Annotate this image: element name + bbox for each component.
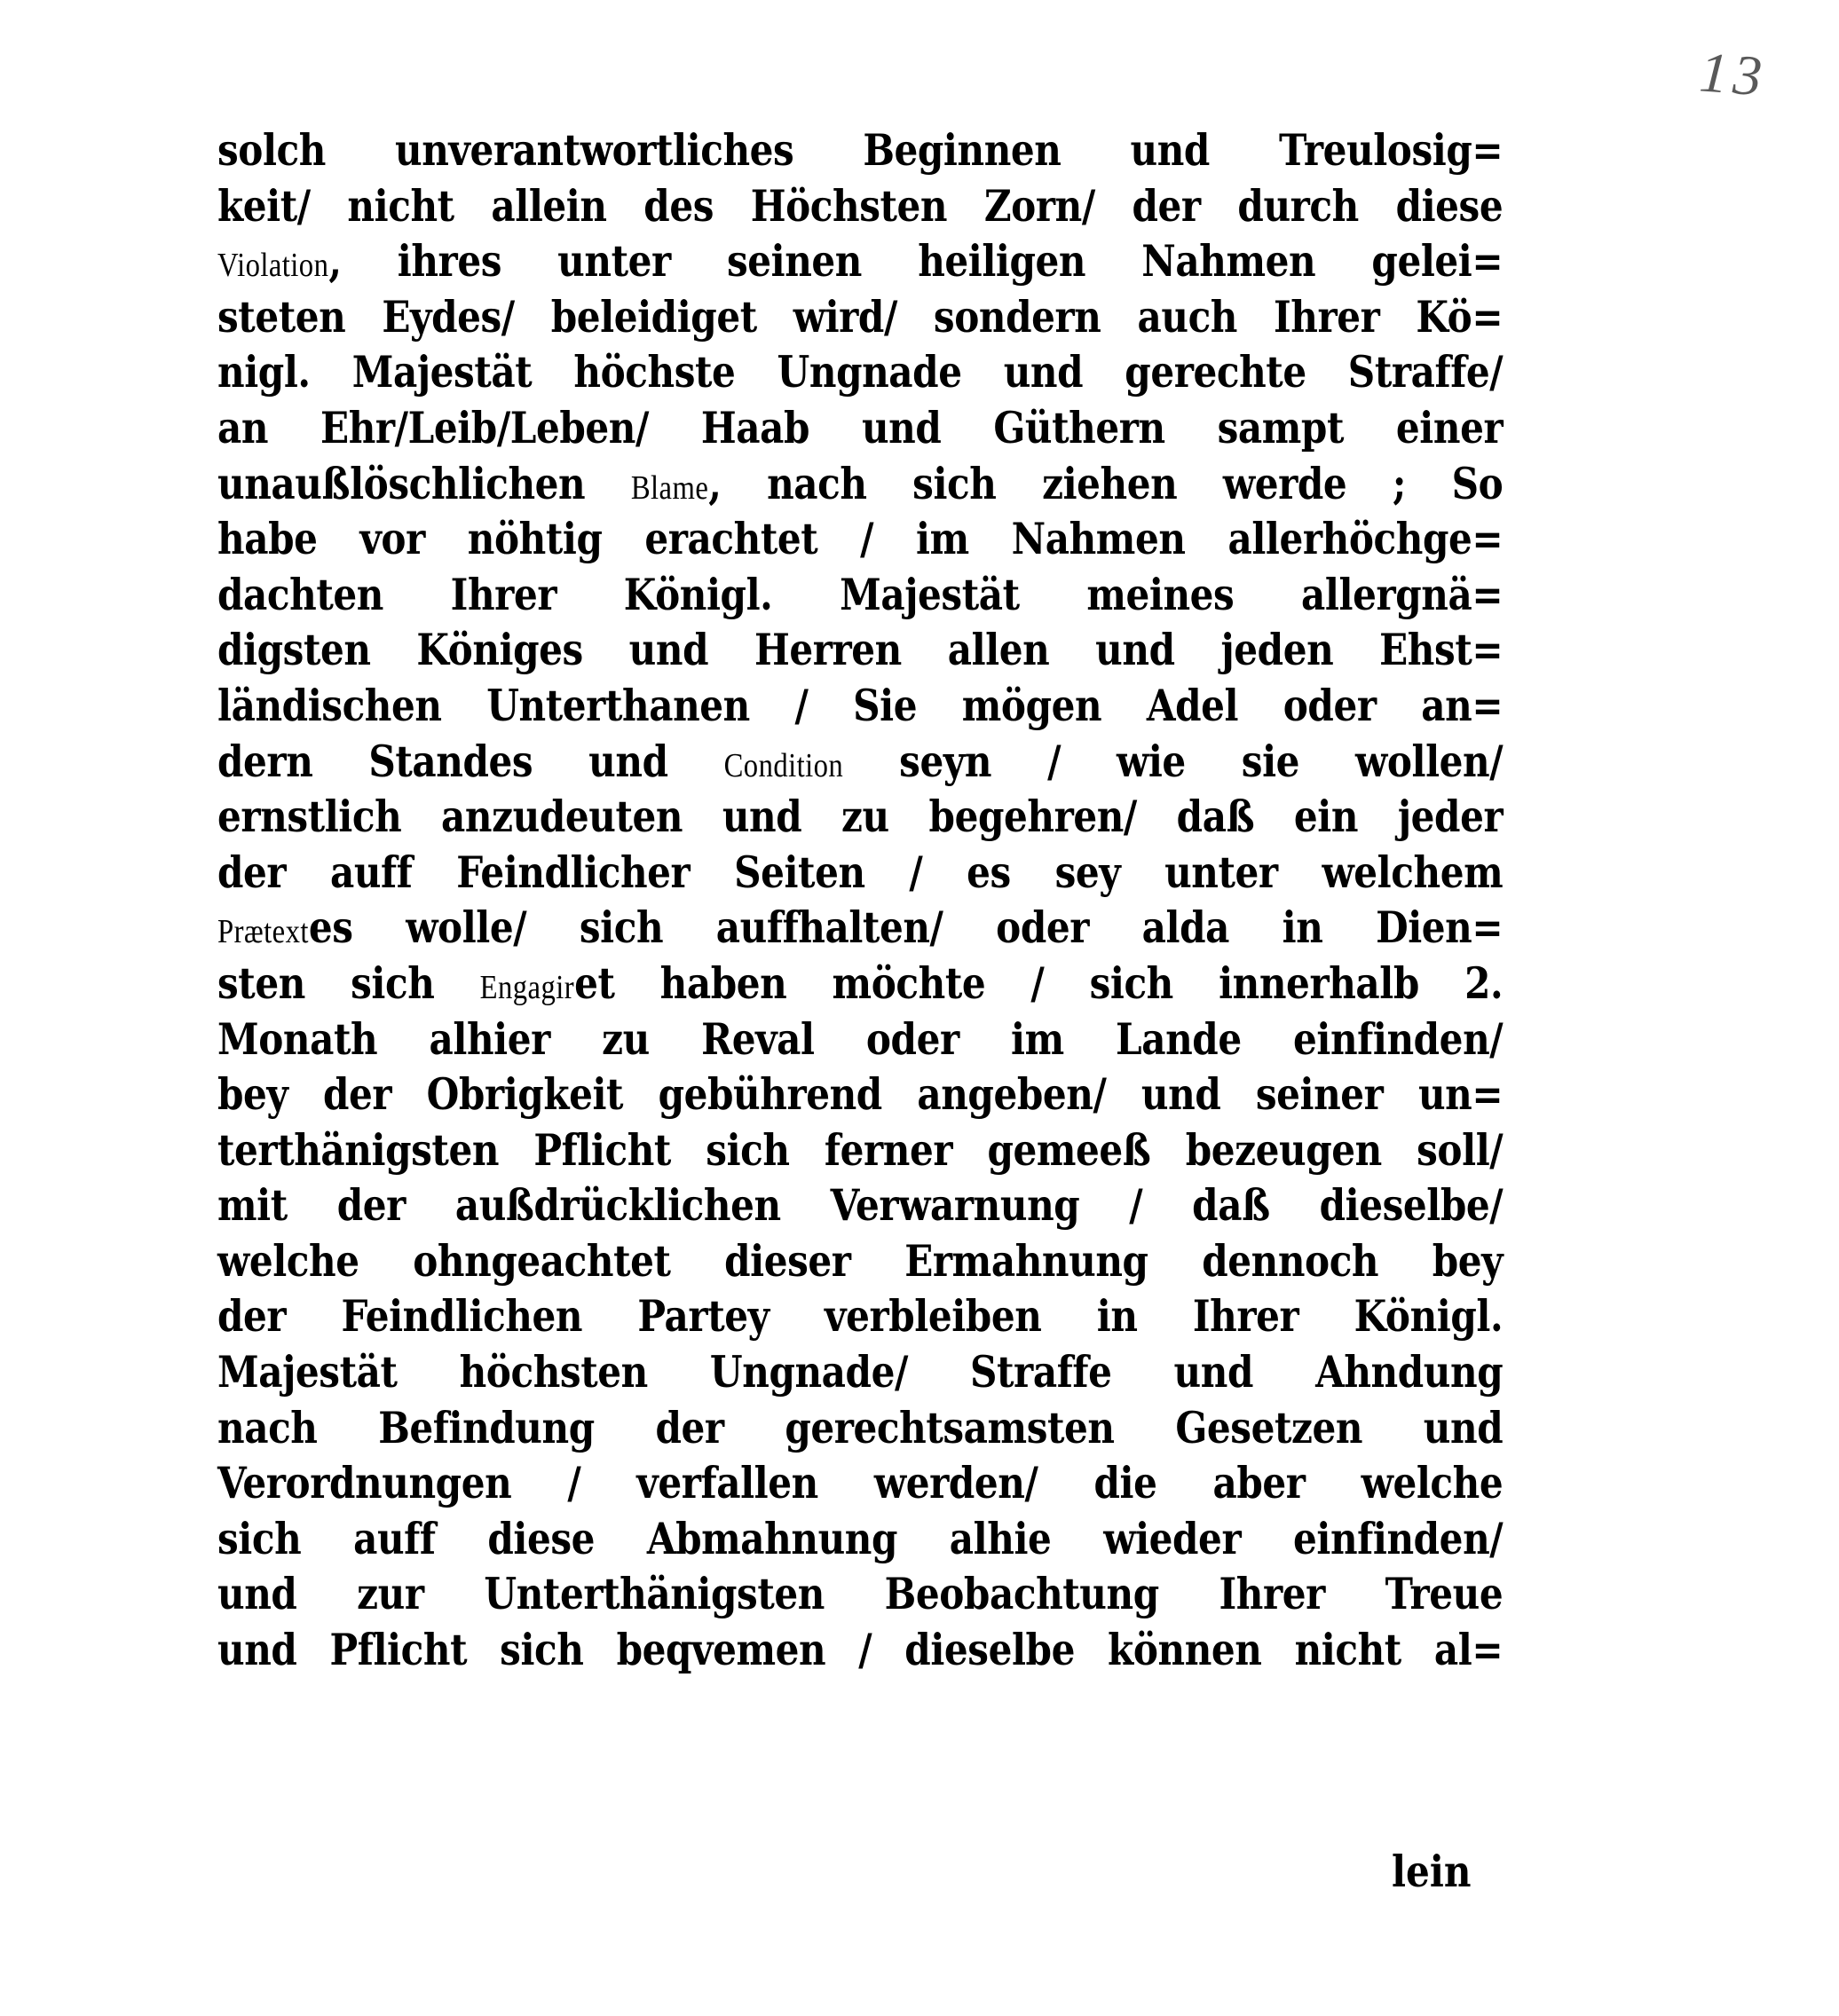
latin-term: Condition: [723, 746, 844, 784]
text-line: sten sich Engagiret haben möchte / sich innerhalb 2.: [217, 957, 1504, 1009]
text-line: nach Befindung der gerechtsamsten Gesetzen und: [217, 1401, 1504, 1453]
latin-term: Prætext: [217, 913, 309, 951]
text-line: Violation, ihres unter seinen heiligen Nahmen gelei=: [217, 235, 1504, 287]
text-line: steten Eydes/ beleidiget wird/ sondern auch Ihrer Kö=: [217, 290, 1504, 343]
text-line: habe vor nöhtig erachtet / im Nahmen allerhöchge=: [217, 513, 1504, 565]
text-line: und Pflicht sich beqvemen / dieselbe können nicht al=: [217, 1624, 1504, 1676]
text-line: an Ehr/Leib/Leben/ Haab und Güthern sampt einer: [217, 401, 1504, 453]
text-line: ländischen Unterthanen / Sie mögen Adel oder an=: [217, 679, 1504, 731]
text-line: Prætextes wolle/ sich auffhalten/ oder alda in Dien=: [217, 902, 1504, 954]
text-line: nigl. Majestät höchste Ungnade und gerechte Straffe/: [217, 346, 1504, 398]
text-line: und zur Unterthänigsten Beobachtung Ihrer Treue: [217, 1568, 1504, 1620]
text-line: Majestät höchsten Ungnade/ Straffe und Ahndung: [217, 1346, 1504, 1398]
text-line: der auff Feindlicher Seiten / es sey unter welchem: [217, 846, 1504, 898]
text-line: mit der außdrücklichen Verwarnung / daß dieselbe/: [217, 1179, 1504, 1232]
text-line: sich auff diese Abmahnung alhie wieder einfinden/: [217, 1512, 1504, 1564]
page-number: 13: [1697, 40, 1770, 108]
latin-term: Violation: [217, 247, 329, 285]
text-line: Verordnungen / verfallen werden/ die aber welche: [217, 1457, 1504, 1509]
text-line: dern Standes und Condition seyn / wie sie wollen/: [217, 735, 1504, 787]
text-line: terthänigsten Pflicht sich ferner gemeeß bezeugen soll/: [217, 1123, 1504, 1176]
text-line: ernstlich anzudeuten und zu begehren/ daß ein jeder: [217, 791, 1504, 843]
text-line: solch unverantwortliches Beginnen und Treulosig=: [217, 124, 1504, 176]
latin-term: Blame: [630, 469, 709, 507]
text-line: der Feindlichen Partey verbleiben in Ihrer Königl.: [217, 1290, 1504, 1343]
text-line: bey der Obrigkeit gebührend angeben/ und seiner un=: [217, 1068, 1504, 1121]
catchword: lein: [1392, 1846, 1472, 1897]
body-text: [217, 122, 1503, 1678]
text-line: welche ohngeachtet dieser Ermahnung dennoch bey: [217, 1234, 1504, 1287]
text-line: unaußlöschlichen Blame, nach sich ziehen werde ; So: [217, 457, 1504, 509]
text-line: keit/ nicht allein des Höchsten Zorn/ der durch diese: [217, 179, 1504, 232]
text-line: dachten Ihrer Königl. Majestät meines allergnä=: [217, 568, 1504, 620]
text-line: digsten Königes und Herren allen und jeden Ehst=: [217, 624, 1504, 676]
latin-term: Engagir: [479, 968, 575, 1006]
text-line: Monath alhier zu Reval oder im Lande einfinden/: [217, 1012, 1504, 1065]
